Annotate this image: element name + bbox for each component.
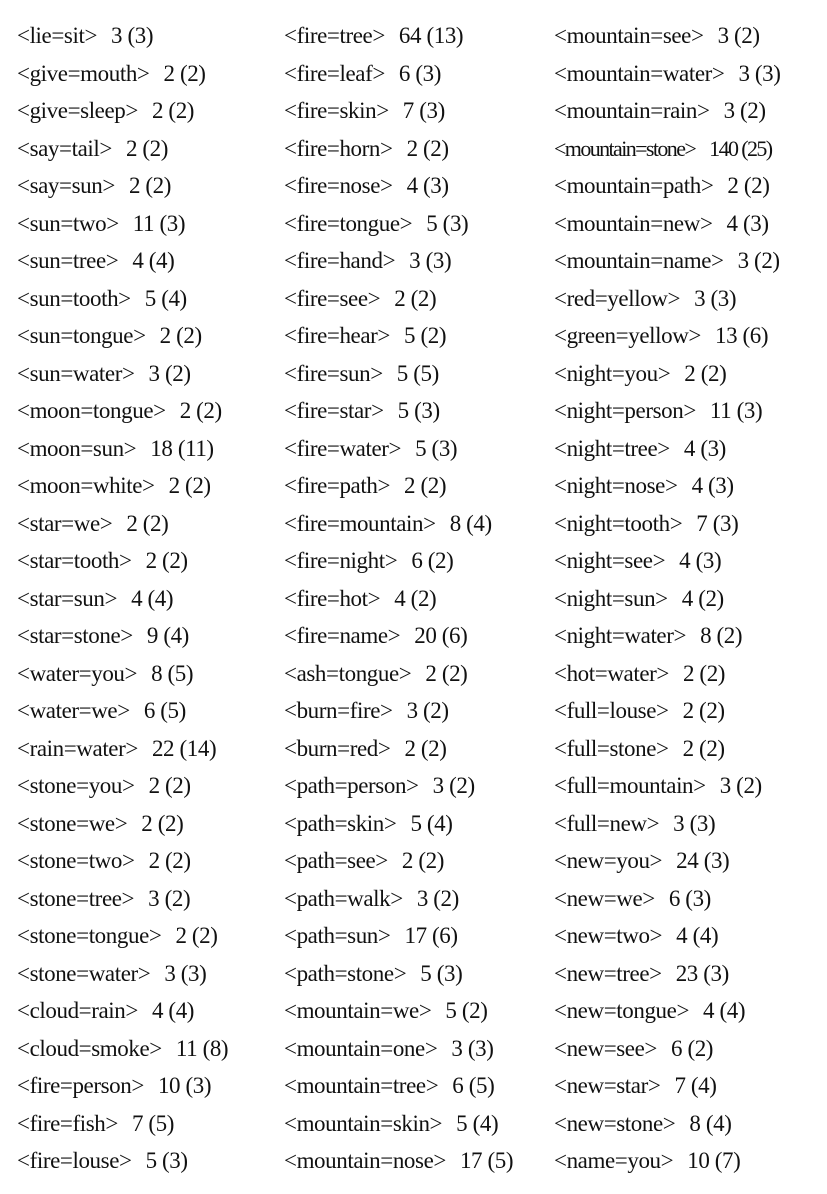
pair-count: 4 (4) [131, 585, 174, 611]
pair-count: 2 (2) [179, 398, 222, 423]
word-pair: <burn=red> [284, 735, 391, 761]
list-item [17, 280, 285, 318]
pair-count: 5 (3) [426, 210, 469, 236]
list-item [284, 542, 556, 580]
word-pair: <night=see> [554, 548, 666, 573]
word-pair: <night=water> [554, 623, 687, 648]
pair-count: 3 (2) [416, 885, 459, 911]
pair-count: 64 (13) [398, 23, 464, 48]
pair-count: 5 (5) [396, 360, 439, 386]
pair-count: 7 (4) [674, 1073, 717, 1098]
list-item [554, 1030, 824, 1068]
pair-count: 2 (2) [125, 135, 169, 161]
list-item [17, 242, 285, 280]
pair-count: 4 (2) [394, 585, 437, 611]
pair-count: 2 (2) [401, 848, 444, 873]
list-item [17, 55, 285, 93]
word-pair: <mountain=one> [284, 1035, 438, 1061]
pair-count: 8 (5) [151, 660, 194, 686]
word-pair: <path=stone> [284, 960, 407, 986]
list-item [554, 17, 824, 55]
word-pair: <fire=see> [284, 285, 381, 311]
pair-count: 8 (2) [700, 623, 743, 648]
list-item [17, 730, 285, 768]
list-item [554, 167, 824, 205]
list-item [17, 842, 285, 880]
list-item [17, 917, 285, 955]
list-item [17, 1142, 285, 1180]
list-item [17, 992, 285, 1030]
pair-count: 5 (3) [415, 435, 458, 461]
word-pair: <star=we> [17, 510, 113, 536]
list-item [17, 955, 285, 993]
pair-count: 3 (3) [409, 248, 452, 273]
pair-count: 3 (2) [737, 248, 780, 273]
list-item [17, 17, 285, 55]
word-pair: <mountain=we> [284, 998, 432, 1023]
pair-count: 11 (3) [132, 210, 186, 236]
list-item [17, 205, 285, 243]
word-pair: <cloud=smoke> [17, 1035, 162, 1061]
word-pair: <water=you> [17, 660, 138, 686]
word-pair: <fire=person> [17, 1073, 144, 1098]
word-pair: <star=tooth> [17, 548, 132, 573]
pair-count: 3 (3) [694, 285, 737, 311]
word-pair: <mountain=name> [554, 248, 724, 273]
list-item [554, 355, 824, 393]
pair-count: 5 (4) [144, 285, 187, 311]
list-item [284, 317, 556, 355]
list-item [554, 505, 824, 543]
list-item [284, 505, 556, 543]
word-pair: <fire=name> [284, 623, 401, 648]
word-pair: <green=yellow> [554, 323, 701, 348]
list-item [554, 917, 824, 955]
list-item [554, 692, 824, 730]
list-item [554, 430, 824, 468]
word-pair: <stone=you> [17, 773, 135, 798]
word-pair: <new=two> [554, 923, 663, 948]
list-item [17, 617, 285, 655]
pair-count: 24 (3) [676, 848, 730, 873]
word-pair: <stone=two> [17, 848, 135, 873]
pair-count: 3 (2) [719, 773, 762, 798]
pair-count: 2 (2) [141, 810, 184, 836]
pair-count: 5 (2) [404, 323, 447, 348]
word-pair: <mountain=path> [554, 173, 714, 198]
pair-count: 2 (2) [727, 173, 770, 198]
list-item [554, 92, 824, 130]
pair-count: 3 (2) [148, 360, 191, 386]
pair-count: 2 (2) [151, 98, 195, 123]
pair-count: 5 (4) [410, 810, 453, 836]
list-item [554, 1067, 824, 1105]
pair-count: 3 (3) [738, 60, 781, 86]
word-pair: <stone=tree> [17, 885, 135, 911]
word-pair: <fire=hot> [284, 585, 381, 611]
list-item [284, 805, 556, 843]
word-pair: <fire=sun> [284, 360, 383, 386]
word-pair: <path=sun> [284, 923, 391, 948]
list-item [554, 955, 824, 993]
word-pair: <fire=nose> [284, 173, 393, 198]
pair-count: 13 (6) [715, 323, 769, 348]
list-item [17, 542, 285, 580]
list-item [284, 767, 556, 805]
pair-count: 4 (4) [676, 923, 719, 948]
pair-count: 7 (3) [402, 98, 445, 123]
word-pair: <full=new> [554, 810, 660, 836]
pair-count: 4 (4) [151, 998, 195, 1023]
list-item [284, 580, 556, 618]
list-item [284, 430, 556, 468]
word-pair: <night=sun> [554, 585, 668, 611]
pair-count: 4 (2) [681, 585, 724, 611]
word-pair: <moon=sun> [17, 435, 137, 461]
list-item [17, 1105, 285, 1143]
list-item [554, 767, 824, 805]
pair-count: 9 (4) [146, 623, 189, 648]
pair-count: 5 (3) [420, 960, 463, 986]
pair-count: 10 (3) [157, 1073, 212, 1098]
pair-count: 2 (2) [159, 323, 202, 348]
list-item [284, 167, 556, 205]
list-item [284, 880, 556, 918]
column-3 [554, 17, 824, 1180]
pair-count: 5 (2) [445, 998, 488, 1023]
list-item [554, 842, 824, 880]
word-pair: <stone=tongue> [17, 923, 162, 948]
word-pair: <mountain=water> [554, 60, 725, 86]
pair-count: 6 (5) [143, 698, 186, 723]
word-pair: <path=skin> [284, 810, 397, 836]
pair-count: 2 (2) [682, 698, 725, 723]
pair-count: 3 (2) [432, 773, 475, 798]
pair-count: 20 (6) [414, 623, 468, 648]
word-pair: <full=louse> [554, 698, 669, 723]
pair-count: 6 (3) [668, 885, 711, 911]
list-item [17, 355, 285, 393]
word-pair: <fire=tree> [284, 23, 385, 48]
list-item [284, 242, 556, 280]
list-item [284, 467, 556, 505]
pair-count: 2 (2) [404, 735, 447, 761]
list-item [554, 1142, 824, 1180]
word-pair: <full=mountain> [554, 773, 706, 798]
word-pair: <new=star> [554, 1073, 661, 1098]
pair-count: 4 (3) [679, 548, 722, 573]
word-pair: <fire=louse> [17, 1148, 132, 1173]
word-pair: <stone=we> [17, 810, 128, 836]
pair-count: 3 (3) [673, 810, 716, 836]
list-item [554, 130, 824, 168]
pair-count: 3 (2) [717, 23, 760, 48]
list-item [554, 880, 824, 918]
word-pair: <new=stone> [554, 1110, 676, 1136]
list-item [554, 617, 824, 655]
pair-count: 4 (3) [691, 473, 734, 498]
list-item [284, 205, 556, 243]
pair-count: 2 (2) [394, 285, 437, 311]
list-item [284, 655, 556, 693]
list-item [284, 55, 556, 93]
pair-count: 5 (4) [456, 1110, 499, 1136]
pair-count: 2 (2) [128, 173, 172, 198]
pair-count: 7 (3) [696, 510, 739, 536]
pair-count: 5 (3) [397, 398, 440, 423]
list-item [17, 130, 285, 168]
list-item [284, 392, 556, 430]
list-item [284, 955, 556, 993]
pair-count: 3 (2) [406, 698, 449, 723]
word-pair: <water=we> [17, 698, 130, 723]
word-pair: <path=person> [284, 773, 419, 798]
list-item [284, 355, 556, 393]
word-pair: <moon=tongue> [17, 398, 166, 423]
list-item [284, 92, 556, 130]
word-pair: <fire=leaf> [284, 60, 385, 86]
list-item [17, 430, 285, 468]
word-pair: <lie=sit> [17, 23, 98, 48]
word-pair: <moon=white> [17, 473, 155, 498]
word-pair: <path=walk> [284, 885, 403, 911]
pair-count: 2 (2) [684, 360, 727, 386]
list-item [284, 917, 556, 955]
list-item [17, 692, 285, 730]
pair-count: 4 (4) [132, 248, 175, 273]
word-pair: <say=sun> [17, 173, 115, 198]
word-pair: <star=sun> [17, 585, 118, 611]
pair-count: 23 (3) [675, 960, 729, 986]
pair-count: 2 (2) [404, 473, 447, 498]
list-item [17, 167, 285, 205]
pair-count: 2 (2) [682, 660, 726, 686]
pair-count: 2 (2) [406, 135, 449, 161]
pair-count: 6 (5) [452, 1073, 495, 1098]
list-item [554, 55, 824, 93]
list-item [17, 505, 285, 543]
word-pair: <fire=water> [284, 435, 402, 461]
pair-count: 4 (3) [406, 173, 449, 198]
word-pair: <star=stone> [17, 623, 133, 648]
list-item [554, 280, 824, 318]
pair-count: 5 (3) [145, 1148, 188, 1173]
pair-count: 6 (2) [671, 1035, 714, 1061]
pair-count: 17 (5) [459, 1148, 514, 1173]
pair-count: 3 (3) [164, 960, 207, 986]
word-pair: <give=mouth> [17, 60, 150, 86]
list-item [17, 880, 285, 918]
list-item [284, 992, 556, 1030]
word-pair: <mountain=tree> [284, 1073, 439, 1098]
list-item [554, 542, 824, 580]
word-pair: <give=sleep> [17, 98, 138, 123]
word-pair: <fire=star> [284, 398, 384, 423]
list-item [284, 692, 556, 730]
word-pair: <new=we> [554, 885, 655, 911]
word-pair: <fire=tongue> [284, 210, 413, 236]
list-item [554, 580, 824, 618]
list-item [554, 1105, 824, 1143]
pair-count: 2 (2) [168, 473, 211, 498]
word-pair: <fire=night> [284, 548, 398, 573]
list-item [284, 280, 556, 318]
pair-count: 8 (4) [449, 510, 492, 536]
word-pair: <say=tail> [17, 135, 112, 161]
word-pair: <mountain=see> [554, 23, 704, 48]
word-pair: <sun=tooth> [17, 285, 131, 311]
pair-count: 4 (4) [703, 998, 746, 1023]
word-pair: <fire=skin> [284, 98, 389, 123]
word-pair: <full=stone> [554, 735, 669, 761]
word-pair: <fire=fish> [17, 1110, 118, 1136]
pair-count: 2 (2) [126, 510, 169, 536]
pair-count: 11 (3) [709, 398, 763, 423]
word-pair: <new=you> [554, 848, 663, 873]
word-pair: <name=you> [554, 1148, 674, 1173]
list-item [554, 467, 824, 505]
word-pair: <burn=fire> [284, 698, 393, 723]
word-pair: <fire=path> [284, 473, 391, 498]
list-item [284, 1105, 556, 1143]
list-item [554, 730, 824, 768]
list-item [284, 617, 556, 655]
word-pair: <night=you> [554, 360, 671, 386]
pair-count: 4 (3) [726, 210, 769, 236]
list-item [17, 317, 285, 355]
pair-count: 2 (2) [175, 923, 218, 948]
list-item [284, 1030, 556, 1068]
word-pair: <mountain=skin> [284, 1110, 443, 1136]
pair-count: 2 (2) [148, 773, 191, 798]
pair-count: 2 (2) [682, 735, 725, 761]
list-item [17, 580, 285, 618]
word-pair: <sun=water> [17, 360, 135, 386]
list-item [554, 242, 824, 280]
word-pair: <new=see> [554, 1035, 657, 1061]
word-pair: <fire=horn> [284, 135, 393, 161]
list-item [554, 992, 824, 1030]
word-pair: <stone=water> [17, 960, 151, 986]
word-pair: <new=tongue> [554, 998, 690, 1023]
list-item [17, 1067, 285, 1105]
list-item [284, 842, 556, 880]
pair-count: 10 (7) [687, 1148, 741, 1173]
list-item [284, 17, 556, 55]
word-pair: <sun=two> [17, 210, 119, 236]
list-item [17, 392, 285, 430]
list-item [17, 805, 285, 843]
word-pair: <new=tree> [554, 960, 662, 986]
list-item [284, 1142, 556, 1180]
pair-count: 11 (8) [175, 1035, 229, 1061]
list-item [284, 730, 556, 768]
word-pair: <sun=tree> [17, 248, 119, 273]
pair-count: 3 (3) [451, 1035, 494, 1061]
word-pair: <hot=water> [554, 660, 669, 686]
list-item [17, 92, 285, 130]
word-pair: <mountain=rain> [554, 98, 710, 123]
word-pair: <cloud=rain> [17, 998, 138, 1023]
list-item [284, 1067, 556, 1105]
word-pair: <fire=hand> [284, 248, 396, 273]
pair-count: 6 (3) [398, 60, 441, 86]
pair-count: 3 (2) [148, 885, 191, 911]
word-pair: <path=see> [284, 848, 388, 873]
word-pair: <night=nose> [554, 473, 678, 498]
pair-count: 140 (25) [709, 135, 772, 161]
pair-count: 17 (6) [404, 923, 458, 948]
word-pair: <fire=hear> [284, 323, 391, 348]
pair-count: 3 (3) [111, 23, 154, 48]
word-pair: <mountain=nose> [284, 1148, 446, 1173]
list-item [554, 392, 824, 430]
word-pair: <rain=water> [17, 735, 138, 761]
word-pair: <night=person> [554, 398, 696, 423]
list-item [17, 467, 285, 505]
column-2 [284, 17, 556, 1180]
word-pair: <fire=mountain> [284, 510, 436, 536]
word-pair: <mountain=new> [554, 210, 713, 236]
word-pair: <ash=tongue> [284, 660, 412, 686]
list-item [17, 655, 285, 693]
pair-count: 2 (2) [163, 60, 206, 86]
list-item [554, 805, 824, 843]
word-pair: <sun=tongue> [17, 323, 146, 348]
word-pair: <night=tree> [554, 435, 670, 461]
pair-count: 4 (3) [683, 435, 726, 461]
list-item [17, 1030, 285, 1068]
list-item [554, 317, 824, 355]
pair-count: 8 (4) [689, 1110, 732, 1136]
word-pair: <night=tooth> [554, 510, 683, 536]
pair-count: 2 (2) [425, 660, 468, 686]
pair-count: 2 (2) [148, 848, 191, 873]
pair-count: 6 (2) [411, 548, 454, 573]
column-1 [17, 17, 285, 1180]
pair-count: 2 (2) [145, 548, 188, 573]
pair-count: 7 (5) [131, 1110, 175, 1136]
word-pair: <mountain=stone> [554, 135, 696, 161]
word-pair: <red=yellow> [554, 285, 681, 311]
pair-count: 3 (2) [723, 98, 766, 123]
list-item [284, 130, 556, 168]
pair-count: 22 (14) [151, 735, 217, 761]
list-item [554, 205, 824, 243]
pair-count: 18 (11) [150, 435, 214, 461]
list-item [17, 767, 285, 805]
list-item [554, 655, 824, 693]
